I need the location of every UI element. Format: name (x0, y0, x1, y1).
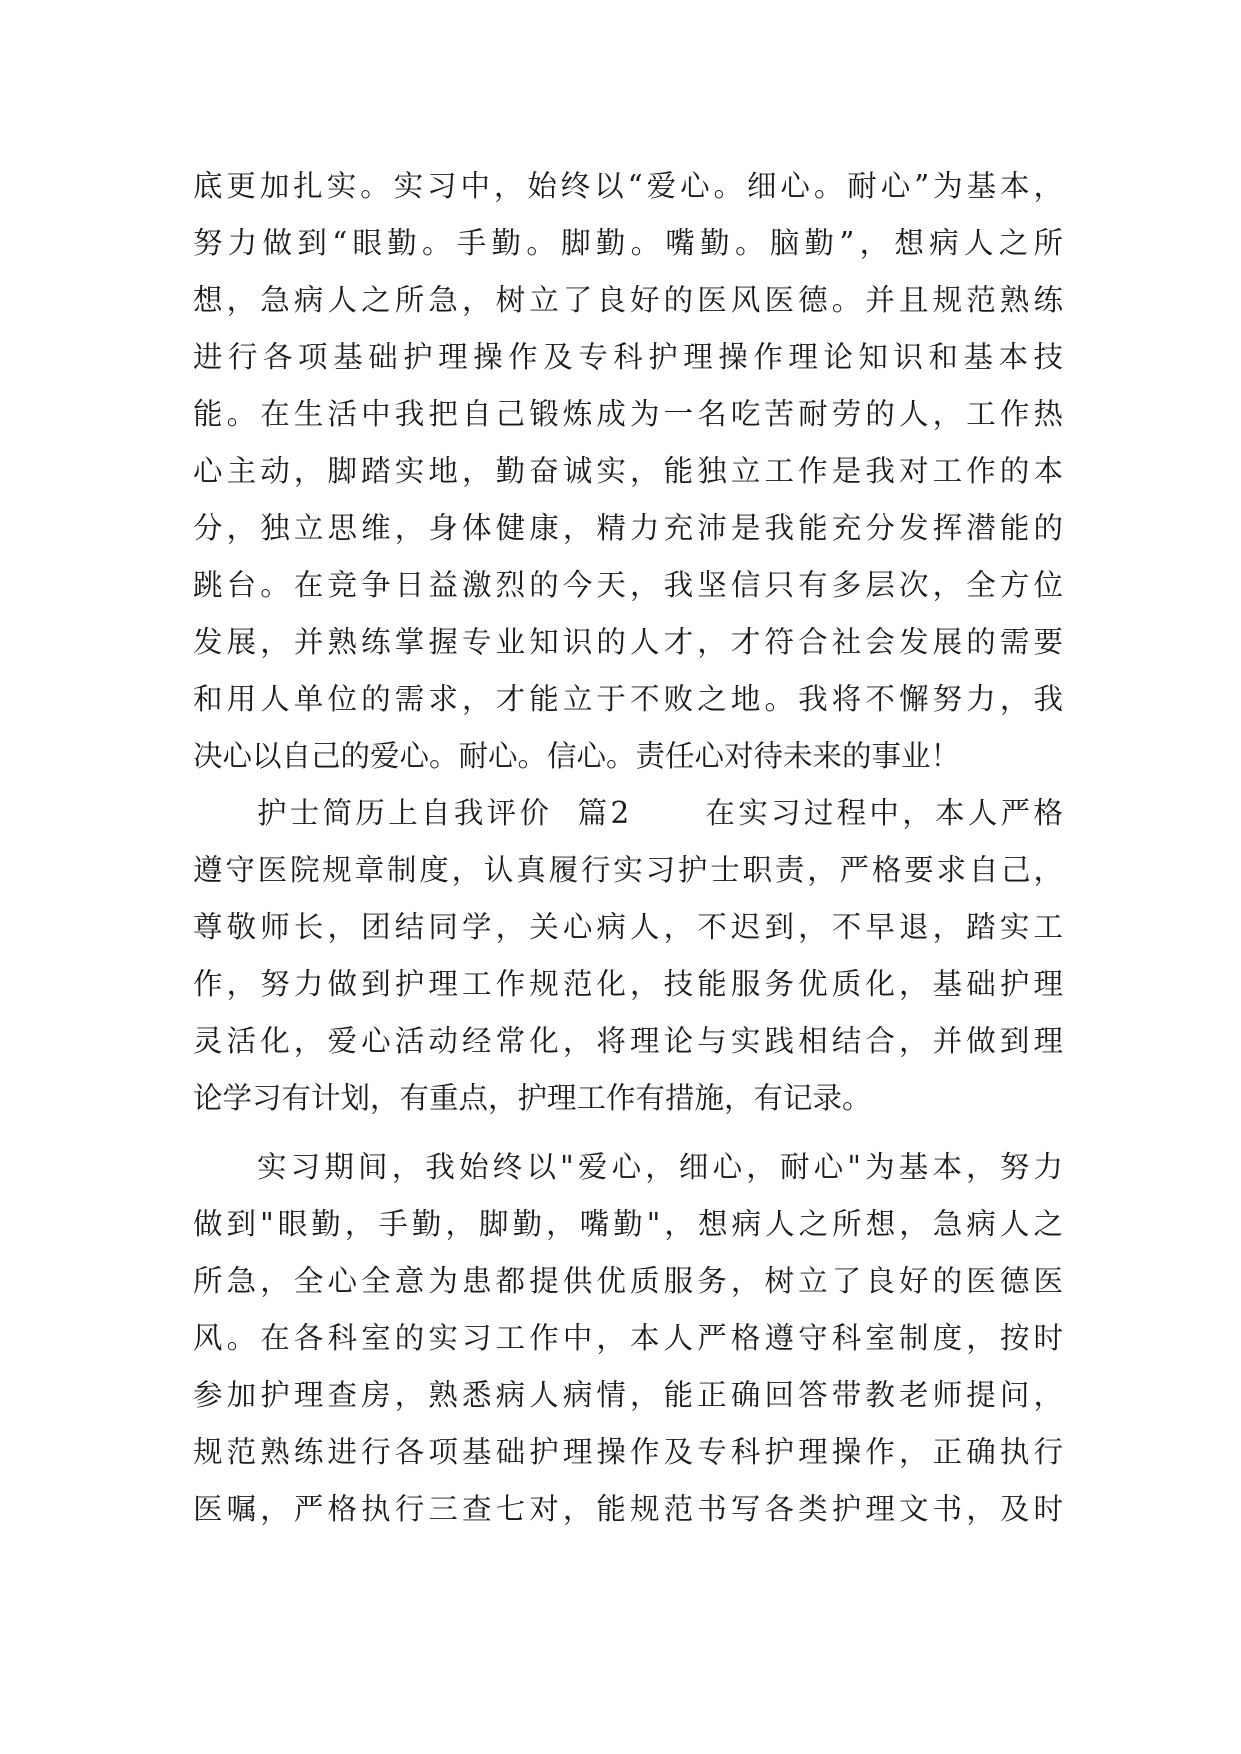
paragraph-1 (193, 158, 1063, 785)
text-line: 发展，并熟练掌握专业知识的人才，才符合社会发展的需要 (193, 625, 1063, 659)
document-body (193, 158, 1063, 1538)
text-line: 想，急病人之所急，树立了良好的医风医德。并且规范熟练 (193, 283, 1063, 317)
text-line: 尊敬师长，团结同学，关心病人，不迟到，不早退，踏实工 (193, 910, 1063, 944)
text-line: 心主动，脚踏实地，勤奋诚实，能独立工作是我对工作的本 (193, 454, 1063, 488)
text-line: 医嘱，严格执行三查七对，能规范书写各类护理文书，及时 (193, 1492, 1063, 1526)
paragraph-2 (193, 785, 1063, 1127)
text-line: 规范熟练进行各项基础护理操作及专科护理操作，正确执行 (193, 1435, 1063, 1469)
text-line: 灵活化，爱心活动经常化，将理论与实践相结合，并做到理 (193, 1024, 1063, 1058)
text-line: 论学习有计划，有重点，护理工作有措施，有记录。 (193, 1081, 872, 1115)
text-line: 底更加扎实。实习中，始终以“爱心。细心。耐心”为基本， (193, 169, 1063, 203)
text-line: 决心以自己的爱心。耐心。信心。责任心对待未来的事业！ (193, 739, 961, 773)
text-line: 努力做到“眼勤。手勤。脚勤。嘴勤。脑勤”，想病人之所 (193, 226, 1063, 260)
text-line: 能。在生活中我把自己锻炼成为一名吃苦耐劳的人，工作热 (193, 397, 1063, 431)
text-line: 实习期间，我始终以"爱心，细心，耐心"为基本，努力 (257, 1150, 1063, 1184)
text-line: 和用人单位的需求，才能立于不败之地。我将不懈努力，我 (193, 682, 1063, 716)
text-line: 遵守医院规章制度，认真履行实习护士职责，严格要求自己， (193, 853, 1063, 887)
text-line: 所急，全心全意为患都提供优质服务，树立了良好的医德医 (193, 1264, 1063, 1298)
text-line: 风。在各科室的实习工作中，本人严格遵守科室制度，按时 (193, 1321, 1063, 1355)
paragraph-spacer (193, 1127, 1063, 1139)
text-line: 分，独立思维，身体健康，精力充沛是我能充分发挥潜能的 (193, 511, 1063, 545)
text-line: 参加护理查房，熟悉病人病情，能正确回答带教老师提问， (193, 1378, 1063, 1412)
text-line: 作，努力做到护理工作规范化，技能服务优质化，基础护理 (193, 967, 1063, 1001)
paragraph-3 (193, 1139, 1063, 1538)
text-line: 跳台。在竞争日益激烈的今天，我坚信只有多层次，全方位 (193, 568, 1063, 602)
section-heading-line: 护士简历上自我评价 篇2 在实习过程中，本人严格 (257, 796, 1063, 830)
text-line: 做到"眼勤，手勤，脚勤，嘴勤"，想病人之所想，急病人之 (193, 1207, 1063, 1241)
text-line: 进行各项基础护理操作及专科护理操作理论知识和基本技 (193, 340, 1063, 374)
